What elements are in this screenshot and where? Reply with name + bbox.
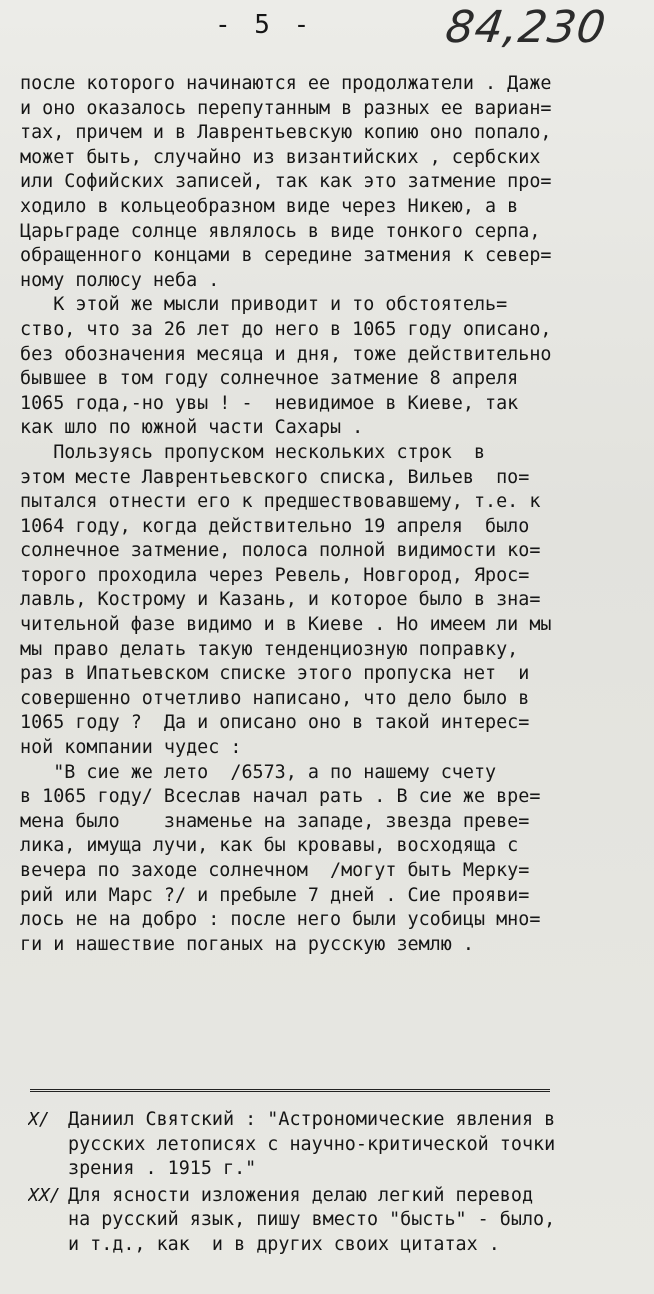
body-line: ному полюсу неба . xyxy=(20,269,220,291)
body-line: бывшее в том году солнечное затмение 8 апреля xyxy=(20,368,519,390)
body-line: без обозначения месяца и дня, тоже действительно xyxy=(20,343,552,365)
body-line: раз в Ипатьевском списке этого пропуска нет и xyxy=(20,663,530,685)
body-line: после которого начинаются ее продолжатели . Даже xyxy=(20,73,552,94)
footnote-line xyxy=(28,1208,640,1233)
footnote xyxy=(28,1184,640,1258)
body-line: "В сие же лето /6573, а по нашему счету xyxy=(20,761,497,783)
footnote-text: русских летописях с научно-критической точки xyxy=(68,1133,556,1155)
body-text xyxy=(20,72,640,957)
body-line: солнечное затмение, полоса полной видимости ко= xyxy=(20,540,541,562)
footnote xyxy=(28,1108,640,1182)
body-line: мы право делать такую тенденциозную поправку, xyxy=(20,638,519,660)
body-line: вечера по заходе солнечном /могут быть Мерку= xyxy=(20,860,530,881)
footnote-text: Для ясности изложения делаю легкий перевод xyxy=(68,1184,534,1206)
footnote-text: и т.д., как и в других своих цитатах . xyxy=(68,1233,500,1255)
body-line: 1065 года,-но увы ! - невидимое в Киеве, так xyxy=(20,392,519,414)
body-line: мена было знаменье на западе, звезда преве= xyxy=(20,810,530,832)
body-line: лось не на добро : после него были усобицы мно= xyxy=(20,909,541,931)
body-line: этом месте Лаврентьевского списка, Вильев по= xyxy=(20,466,530,488)
body-line: совершенно отчетливо написано, что дело было в xyxy=(20,687,530,709)
body-line: 1064 году, когда действительно 19 апреля было xyxy=(20,515,530,537)
body-line: лавль, Кострому и Казань, и которое было в зна= xyxy=(20,589,541,611)
body-line: К этой же мысли приводит и то обстоятель= xyxy=(20,294,508,316)
body-line: пытался отнести его к предшествовавшему, т.е. к xyxy=(20,491,541,513)
body-line: Пользуясь пропуском нескольких строк в xyxy=(20,441,486,463)
body-line: ги и нашествие поганых на русскую землю . xyxy=(20,933,474,955)
footnotes xyxy=(28,1108,640,1260)
footnote-line xyxy=(28,1157,640,1182)
footnote-text: Даниил Святский : "Астрономические явления в xyxy=(68,1109,556,1130)
body-line: может быть, случайно из византийских , сербских xyxy=(20,146,541,168)
body-line: Царьграде солнце являлось в виде тонкого серпа, xyxy=(20,220,541,242)
body-line: ство, что за 26 лет до него в 1065 году описано, xyxy=(20,318,552,340)
body-line: как шло по южной части Сахары . xyxy=(20,417,364,439)
footnote-line xyxy=(28,1133,640,1158)
handwritten-number: 84,230 xyxy=(442,2,610,53)
body-line: чительной фазе видимо и в Киеве . Но имеем ли мы xyxy=(20,614,552,636)
footnote-line xyxy=(28,1184,640,1209)
body-line: рий или Марс ?/ и пребыле 7 дней . Сие прояви= xyxy=(20,884,530,906)
body-line: торого проходила через Ревель, Новгород, Ярос= xyxy=(20,564,530,586)
footnote-text: на русский язык, пишу вместо "бысть" - было, xyxy=(68,1209,556,1231)
body-line: в 1065 году/ Всеслав начал рать . В сие же вре= xyxy=(20,786,541,808)
body-line: тах, причем и в Лаврентьевскую копию оно попало, xyxy=(20,122,552,144)
footnote-text: зрения . 1915 г." xyxy=(68,1158,257,1180)
body-line: 1065 году ? Да и описано оно в такой интерес= xyxy=(20,712,530,734)
footnote-separator xyxy=(30,1089,550,1094)
footnote-line xyxy=(28,1233,640,1258)
footnote-line xyxy=(28,1108,640,1133)
body-line: или Софийских записей, так как это затмение про= xyxy=(20,171,552,193)
body-line: ной компании чудес : xyxy=(20,737,242,759)
footnote-mark: Х/ xyxy=(28,1109,50,1130)
body-line: лика, имуща лучи, как бы кровавы, восходяща с xyxy=(20,835,519,857)
body-line: ходило в кольцеобразном виде через Никею, а в xyxy=(20,195,519,217)
body-line: и оно оказалось перепутанным в разных ее вариан= xyxy=(20,97,552,119)
page-number: - 5 - xyxy=(215,10,314,40)
body-line: обращенного концами в середине затмения к север= xyxy=(20,245,552,267)
footnote-mark: ХХ/ xyxy=(28,1184,61,1206)
